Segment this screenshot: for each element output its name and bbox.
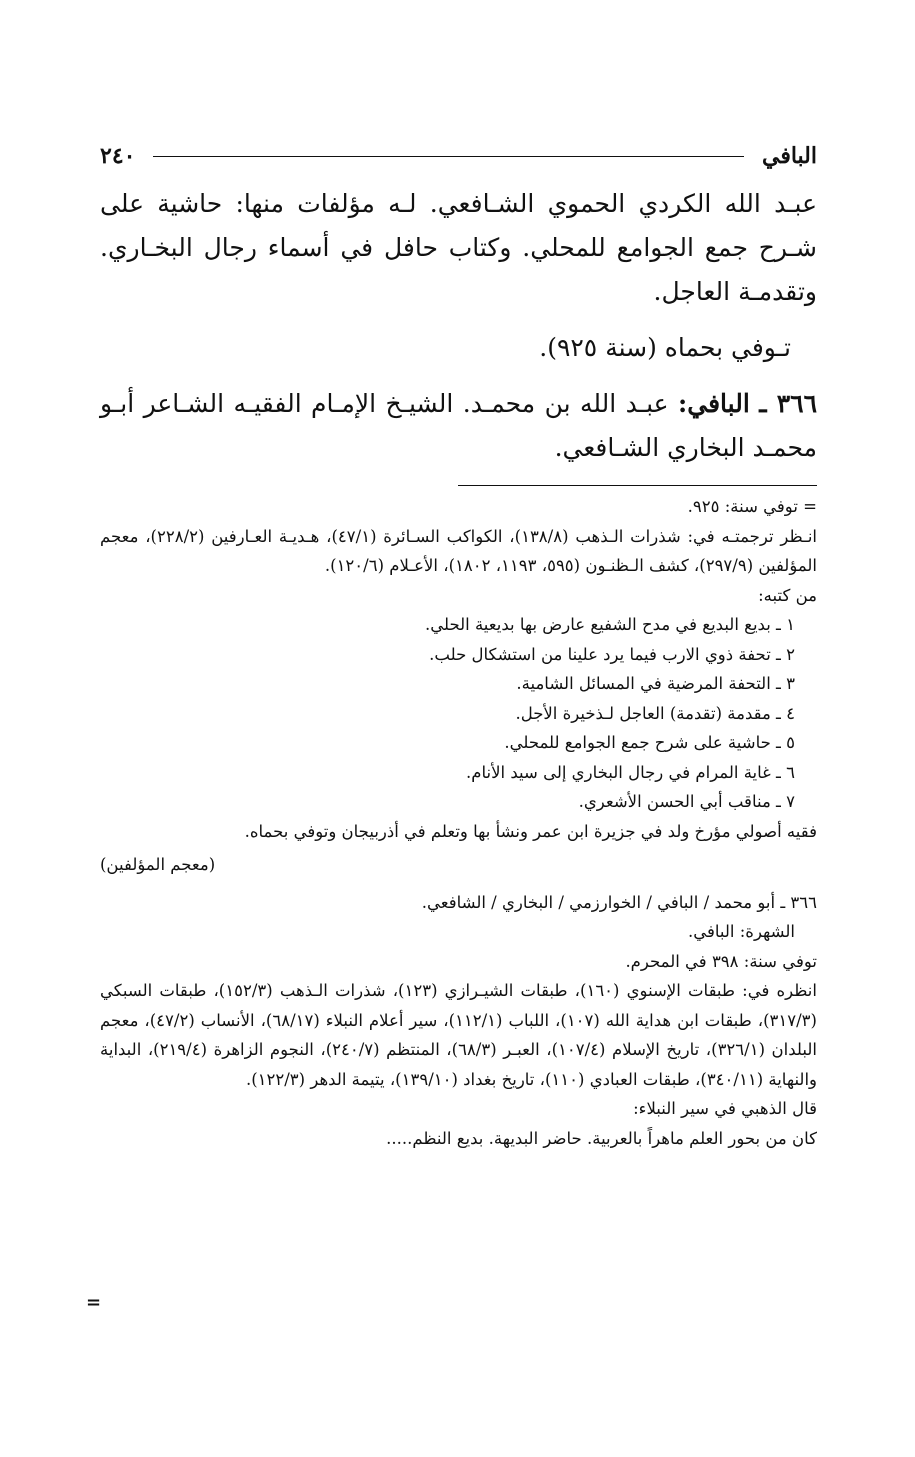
main-paragraph-1: عبـد الله الكردي الحموي الشـافعي. لـه مؤلفات منها: حاشية على شـرح جمع الجوامع للمحلي. وكتاب حافل في أسماء رجال البخـاري. وتقدمـة العاجل. — [100, 189, 817, 306]
book-item: ٥ ـ حاشية على شرح جمع الجوامع للمحلي. — [504, 733, 795, 752]
footnote-rule — [458, 485, 817, 486]
note-quote: كان من بحور العلم ماهراً بالعربية. حاضر البديهة. بديع النظم..... — [386, 1128, 817, 1148]
book-item: ١ ـ بديع البديع في مدح الشفيع عارض بها بديعية الحلي. — [424, 615, 795, 634]
entry-366 — [100, 382, 817, 470]
entry-number: ٣٦٦ ـ — [759, 389, 818, 418]
book-item: ٧ ـ مناقب أبي الحسن الأشعري. — [578, 792, 795, 811]
note-entry2-title: ٣٦٦ ـ أبو محمد / البافي / الخوارزمي / البخاري / الشافعي. — [421, 892, 817, 912]
note-books-heading: من كتبه: — [758, 585, 817, 605]
running-header — [100, 138, 817, 174]
entry-name: البافي: — [678, 389, 750, 418]
note-refs: انـظر ترجمتـه في: شذرات الـذهب (١٣٨/٨)، الكواكب السـائرة (٤٧/١)، هـديـة العـارفين (٢٢٨/٢)، معجم المؤلفين (٢٩٧/٩)، كشف الـظنـون (٥٩٥، ١١٩٣، ١٨٠٢)، الأعـلام (١٢٠/٦). — [100, 526, 818, 575]
entry-text: عبـد الله بن محمـد. الشيـخ الإمـام الفقيـه الشـاعر أبـو محمـد البخاري الشـافعي. — [100, 389, 817, 462]
header-title: البافي — [761, 143, 817, 169]
main-paragraph-2: تـوفي بحماه (سنة ٩٢٥). — [539, 333, 791, 362]
note-refs2: انظره في: طبقات الإسنوي (١٦٠)، طبقات الشيـرازي (١٢٣)، شذرات الـذهب (١٥٢/٣)، طبقات السبكي (٣١٧/٣)، طبقات ابن هداية الله (١٠٧)، اللباب (١١٢/١)، سير أعلام النبلاء (٦٨/١٧)، الأنساب (٤٧/٢)، معجم البلدان (٣٢٦/١)، تاريخ الإسلام (١٠٧/٤)، العبـر (٦٨/٣)، المنتظم (٢٤٠/٧)، النجوم الزاهرة (٢١٩/٤)، البداية والنهاية (٣٤٠/١١)، طبقات العبادي (١١٠)، تاريخ بغداد (١٣٩/١٠)، يتيمة الدهر (١٢٢/٣). — [100, 981, 817, 1089]
note-source: (معجم المؤلفين) — [100, 855, 216, 874]
header-rule — [153, 156, 744, 157]
note-dhahabi: قال الذهبي في سير النبلاء: — [633, 1099, 817, 1118]
note-fame: الشهرة: البافي. — [688, 922, 795, 941]
note-death2: توفي سنة: ٣٩٨ في المحرم. — [625, 951, 817, 971]
book-item: ٢ ـ تحفة ذوي الارب فيما يرد علينا من استشكال حلب. — [429, 644, 795, 664]
note-bio: فقيه أصولي مؤرخ ولد في جزيرة ابن عمر ونشأ بها وتعلم في أذربيجان وتوفي بحماه. — [244, 821, 817, 841]
note-death: = توفي سنة: ٩٢٥. — [687, 497, 817, 516]
page-number: ٢٤٠ — [100, 143, 136, 169]
book-item: ٣ ـ التحفة المرضية في المسائل الشامية. — [516, 674, 795, 693]
book-item: ٤ ـ مقدمة (تقدمة) العاجل لـذخيرة الأجل. — [515, 703, 795, 723]
book-item: ٦ ـ غاية المرام في رجال البخاري إلى سيد الأنام. — [466, 762, 795, 782]
footnotes — [100, 492, 817, 1153]
main-text — [100, 182, 817, 470]
continuation-mark: = — [86, 1292, 102, 1313]
